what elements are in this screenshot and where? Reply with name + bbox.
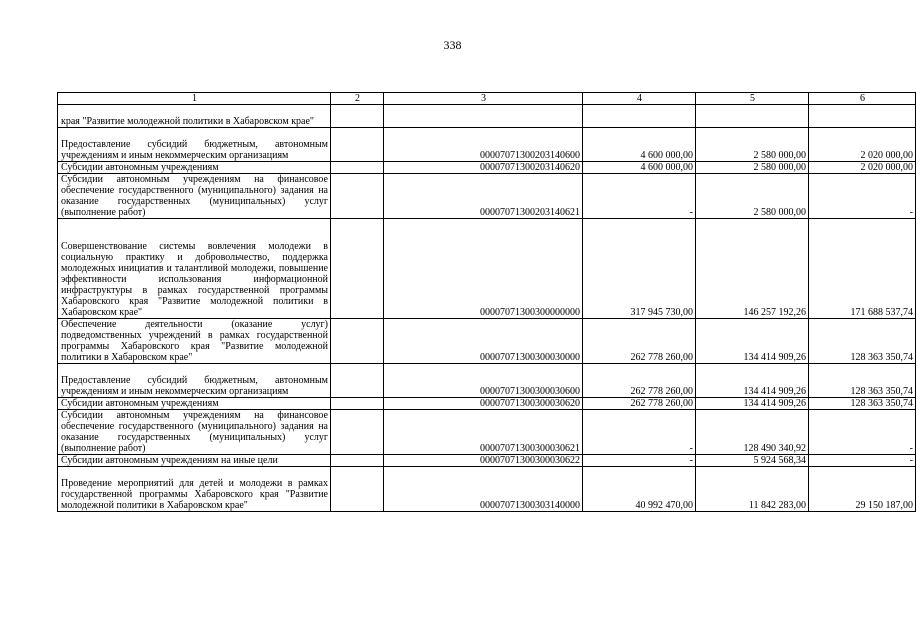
table-row [58,219,916,319]
row-col2 [331,398,384,410]
header-col-6: 6 [809,93,916,105]
row-code: 00007071300300030600 [384,364,583,398]
table-row [58,162,916,174]
row-value-6: 128 363 350,74 [809,319,916,364]
row-value-5: 2 580 000,00 [696,174,809,219]
row-col2 [331,128,384,162]
row-col2 [331,364,384,398]
row-value-6: 2 020 000,00 [809,162,916,174]
row-value-5: 11 842 283,00 [696,467,809,512]
row-code: 00007071300203140621 [384,174,583,219]
table-row [58,410,916,455]
row-value-4: - [583,174,696,219]
row-value-5: 2 580 000,00 [696,162,809,174]
row-code: 00007071300300030622 [384,455,583,467]
row-col2 [331,410,384,455]
row-value-4: 262 778 260,00 [583,398,696,410]
row-value-4: 262 778 260,00 [583,364,696,398]
row-value-5: 5 924 568,34 [696,455,809,467]
table-header-row [58,93,916,105]
row-name: Совершенствование системы вовлечения молодежи в социальную практику и добровольчество, поддержка молодежных инициатив и талантливой молодежи, повышение эффективности использования информационной инфраструктуры в рамках государственной программы Хабаровского края "Развитие молодежной политики в Хабаровском крае" [58,219,331,319]
row-value-6: 171 688 537,74 [809,219,916,319]
row-value-4: - [583,455,696,467]
row-value-6: 128 363 350,74 [809,364,916,398]
header-col-4: 4 [583,93,696,105]
row-name: Субсидии автономным учреждениям на финансовое обеспечение государственного (муниципального) задания на оказание государственных (муниципальных) услуг (выполнение работ) [58,174,331,219]
table-row [58,398,916,410]
budget-table [57,92,916,512]
row-value-4: 4 600 000,00 [583,162,696,174]
header-col-5: 5 [696,93,809,105]
row-value-6 [809,105,916,128]
row-col2 [331,105,384,128]
row-name: Субсидии автономным учреждениям на иные цели [58,455,331,467]
row-name: Обеспечение деятельности (оказание услуг) подведомственных учреждений в рамках государственной программы Хабаровского края "Развитие молодежной политики в Хабаровском крае" [58,319,331,364]
row-value-4: 262 778 260,00 [583,319,696,364]
row-code: 00007071300303140000 [384,467,583,512]
row-value-6: - [809,174,916,219]
row-code: 00007071300300000000 [384,219,583,319]
row-name: Предоставление субсидий бюджетным, автономным учреждениям и иным некоммерческим организациям [58,364,331,398]
row-col2 [331,455,384,467]
row-value-5 [696,105,809,128]
header-col-2: 2 [331,93,384,105]
row-value-5: 134 414 909,26 [696,319,809,364]
header-col-3: 3 [384,93,583,105]
row-name: Предоставление субсидий бюджетным, автономным учреждениям и иным некоммерческим организациям [58,128,331,162]
page-number: 338 [443,38,462,52]
row-value-6: - [809,410,916,455]
row-value-6: 128 363 350,74 [809,398,916,410]
row-value-6: 29 150 187,00 [809,467,916,512]
row-code: 00007071300300030620 [384,398,583,410]
row-value-5: 134 414 909,26 [696,364,809,398]
row-name: Субсидии автономным учреждениям [58,162,331,174]
row-col2 [331,319,384,364]
row-value-4: 4 600 000,00 [583,128,696,162]
row-col2 [331,174,384,219]
table-row [58,364,916,398]
row-name: Проведение мероприятий для детей и молодежи в рамках государственной программы Хабаровского края "Развитие молодежной политики в Хабаровском крае" [58,467,331,512]
row-value-5: 128 490 340,92 [696,410,809,455]
row-name: края "Развитие молодежной политики в Хабаровском крае" [58,105,331,128]
row-value-6: - [809,455,916,467]
row-name: Субсидии автономным учреждениям на финансовое обеспечение государственного (муниципального) задания на оказание государственных (муниципальных) услуг (выполнение работ) [58,410,331,455]
row-value-4: 317 945 730,00 [583,219,696,319]
table-row [58,455,916,467]
row-code [384,105,583,128]
row-col2 [331,219,384,319]
row-value-5: 146 257 192,26 [696,219,809,319]
row-value-6: 2 020 000,00 [809,128,916,162]
row-value-4: 40 992 470,00 [583,467,696,512]
table-row [58,174,916,219]
row-code: 00007071300300030621 [384,410,583,455]
table-row [58,105,916,128]
table-row [58,128,916,162]
table-row [58,467,916,512]
row-col2 [331,467,384,512]
row-value-4: - [583,410,696,455]
row-col2 [331,162,384,174]
row-value-5: 2 580 000,00 [696,128,809,162]
header-col-1: 1 [58,93,331,105]
row-value-4 [583,105,696,128]
row-code: 00007071300203140600 [384,128,583,162]
row-name: Субсидии автономным учреждениям [58,398,331,410]
row-value-5: 134 414 909,26 [696,398,809,410]
row-code: 00007071300300030000 [384,319,583,364]
row-code: 00007071300203140620 [384,162,583,174]
table-row [58,319,916,364]
